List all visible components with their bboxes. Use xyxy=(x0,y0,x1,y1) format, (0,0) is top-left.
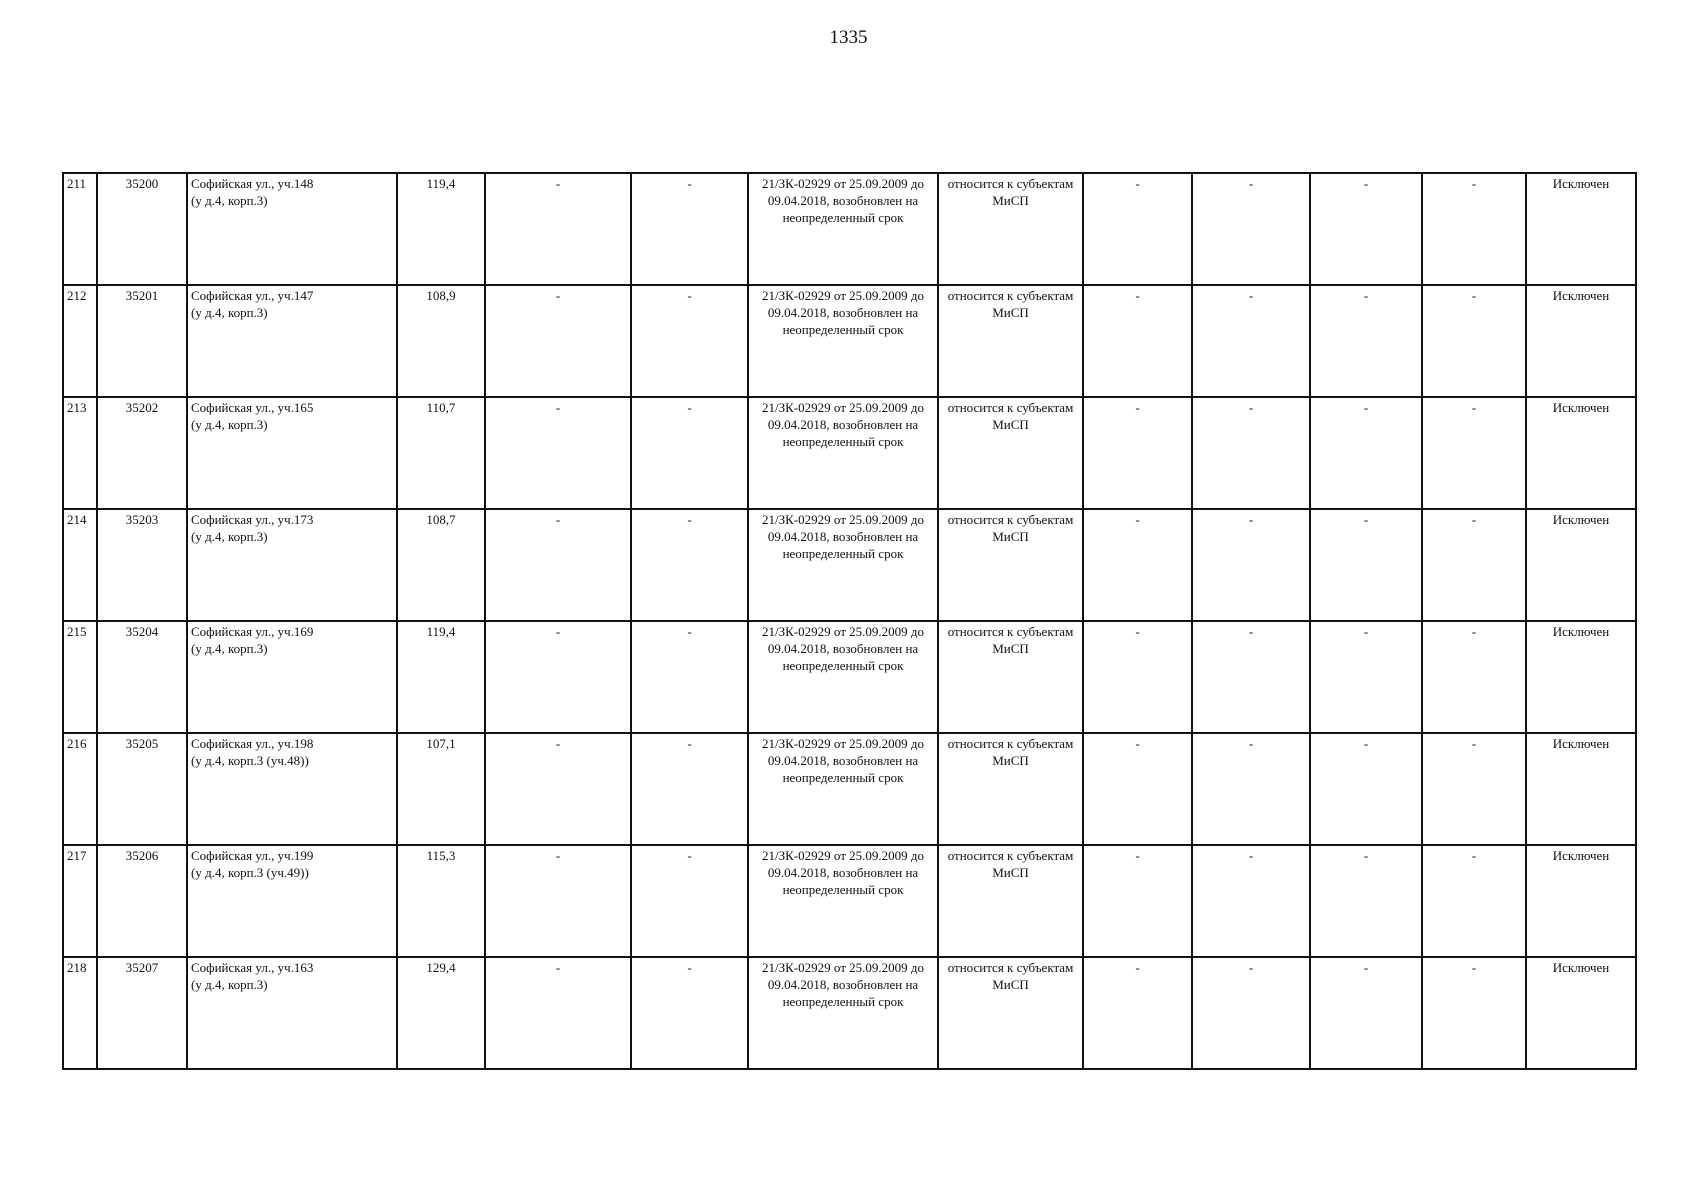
area-cell: 108,9 xyxy=(397,285,485,397)
dash-cell-5: - xyxy=(485,621,631,733)
dash-cell-5: - xyxy=(485,509,631,621)
category-cell: относится к субъектам МиСП xyxy=(938,173,1083,285)
row-number-cell: 211 xyxy=(63,173,97,285)
dash-cell-12: - xyxy=(1422,173,1526,285)
address-line: Софийская ул., уч.169 xyxy=(191,624,314,639)
object-code-cell: 35205 xyxy=(97,733,187,845)
dash-cell-10: - xyxy=(1192,957,1310,1069)
dash-cell-10: - xyxy=(1192,285,1310,397)
address-cell xyxy=(187,845,397,957)
dash-cell-11: - xyxy=(1310,845,1422,957)
area-cell: 129,4 xyxy=(397,957,485,1069)
address-line: Софийская ул., уч.147 xyxy=(191,288,314,303)
contract-cell: 21/ЗК-02929 от 25.09.2009 до 09.04.2018, возобновлен на неопределенный срок xyxy=(748,285,938,397)
dash-cell-11: - xyxy=(1310,957,1422,1069)
dash-cell-6: - xyxy=(631,397,748,509)
page-number: 1335 xyxy=(829,27,868,48)
status-cell: Исключен xyxy=(1526,285,1636,397)
status-cell: Исключен xyxy=(1526,397,1636,509)
status-cell: Исключен xyxy=(1526,957,1636,1069)
table-row xyxy=(63,733,1636,845)
dash-cell-11: - xyxy=(1310,509,1422,621)
address-line: Софийская ул., уч.198 xyxy=(191,736,314,751)
status-cell: Исключен xyxy=(1526,845,1636,957)
dash-cell-11: - xyxy=(1310,621,1422,733)
dash-cell-10: - xyxy=(1192,397,1310,509)
address-line: Софийская ул., уч.173 xyxy=(191,512,314,527)
address-landmark: (у д.4, корп.3) xyxy=(191,305,268,320)
object-code-cell: 35203 xyxy=(97,509,187,621)
registry-table-body xyxy=(63,173,1636,1069)
dash-cell-12: - xyxy=(1422,509,1526,621)
area-cell: 108,7 xyxy=(397,509,485,621)
address-cell xyxy=(187,397,397,509)
registry-table xyxy=(62,172,1637,1070)
dash-cell-5: - xyxy=(485,957,631,1069)
dash-cell-5: - xyxy=(485,397,631,509)
object-code-cell: 35200 xyxy=(97,173,187,285)
row-number-cell: 218 xyxy=(63,957,97,1069)
dash-cell-5: - xyxy=(485,173,631,285)
dash-cell-11: - xyxy=(1310,733,1422,845)
dash-cell-9: - xyxy=(1083,845,1192,957)
category-cell: относится к субъектам МиСП xyxy=(938,845,1083,957)
address-line: Софийская ул., уч.163 xyxy=(191,960,314,975)
dash-cell-9: - xyxy=(1083,173,1192,285)
address-landmark: (у д.4, корп.3) xyxy=(191,417,268,432)
dash-cell-6: - xyxy=(631,173,748,285)
area-cell: 119,4 xyxy=(397,173,485,285)
dash-cell-11: - xyxy=(1310,397,1422,509)
area-cell: 115,3 xyxy=(397,845,485,957)
dash-cell-5: - xyxy=(485,733,631,845)
dash-cell-12: - xyxy=(1422,733,1526,845)
dash-cell-12: - xyxy=(1422,957,1526,1069)
category-cell: относится к субъектам МиСП xyxy=(938,397,1083,509)
object-code-cell: 35202 xyxy=(97,397,187,509)
dash-cell-9: - xyxy=(1083,733,1192,845)
address-line: Софийская ул., уч.199 xyxy=(191,848,314,863)
contract-cell: 21/ЗК-02929 от 25.09.2009 до 09.04.2018, возобновлен на неопределенный срок xyxy=(748,509,938,621)
dash-cell-10: - xyxy=(1192,621,1310,733)
category-cell: относится к субъектам МиСП xyxy=(938,957,1083,1069)
dash-cell-5: - xyxy=(485,285,631,397)
status-cell: Исключен xyxy=(1526,733,1636,845)
row-number-cell: 215 xyxy=(63,621,97,733)
address-landmark: (у д.4, корп.3 (уч.49)) xyxy=(191,865,309,880)
dash-cell-10: - xyxy=(1192,173,1310,285)
address-landmark: (у д.4, корп.3) xyxy=(191,641,268,656)
status-cell: Исключен xyxy=(1526,509,1636,621)
object-code-cell: 35204 xyxy=(97,621,187,733)
area-cell: 107,1 xyxy=(397,733,485,845)
dash-cell-11: - xyxy=(1310,285,1422,397)
table-row xyxy=(63,285,1636,397)
address-cell xyxy=(187,173,397,285)
contract-cell: 21/ЗК-02929 от 25.09.2009 до 09.04.2018, возобновлен на неопределенный срок xyxy=(748,957,938,1069)
dash-cell-9: - xyxy=(1083,957,1192,1069)
category-cell: относится к субъектам МиСП xyxy=(938,509,1083,621)
dash-cell-9: - xyxy=(1083,397,1192,509)
area-cell: 119,4 xyxy=(397,621,485,733)
contract-cell: 21/ЗК-02929 от 25.09.2009 до 09.04.2018, возобновлен на неопределенный срок xyxy=(748,733,938,845)
contract-cell: 21/ЗК-02929 от 25.09.2009 до 09.04.2018, возобновлен на неопределенный срок xyxy=(748,173,938,285)
dash-cell-9: - xyxy=(1083,509,1192,621)
address-landmark: (у д.4, корп.3) xyxy=(191,529,268,544)
address-cell xyxy=(187,285,397,397)
dash-cell-12: - xyxy=(1422,285,1526,397)
address-cell xyxy=(187,621,397,733)
dash-cell-6: - xyxy=(631,845,748,957)
row-number-cell: 212 xyxy=(63,285,97,397)
table-row xyxy=(63,957,1636,1069)
object-code-cell: 35207 xyxy=(97,957,187,1069)
category-cell: относится к субъектам МиСП xyxy=(938,285,1083,397)
dash-cell-6: - xyxy=(631,733,748,845)
address-line: Софийская ул., уч.148 xyxy=(191,176,314,191)
table-row xyxy=(63,621,1636,733)
object-code-cell: 35201 xyxy=(97,285,187,397)
address-landmark: (у д.4, корп.3) xyxy=(191,977,268,992)
row-number-cell: 213 xyxy=(63,397,97,509)
address-cell xyxy=(187,733,397,845)
table-row xyxy=(63,173,1636,285)
dash-cell-10: - xyxy=(1192,509,1310,621)
dash-cell-9: - xyxy=(1083,285,1192,397)
row-number-cell: 216 xyxy=(63,733,97,845)
category-cell: относится к субъектам МиСП xyxy=(938,621,1083,733)
row-number-cell: 217 xyxy=(63,845,97,957)
dash-cell-6: - xyxy=(631,621,748,733)
area-cell: 110,7 xyxy=(397,397,485,509)
contract-cell: 21/ЗК-02929 от 25.09.2009 до 09.04.2018, возобновлен на неопределенный срок xyxy=(748,397,938,509)
address-line: Софийская ул., уч.165 xyxy=(191,400,314,415)
dash-cell-6: - xyxy=(631,509,748,621)
category-cell: относится к субъектам МиСП xyxy=(938,733,1083,845)
table-row xyxy=(63,397,1636,509)
table-row xyxy=(63,509,1636,621)
dash-cell-12: - xyxy=(1422,621,1526,733)
dash-cell-12: - xyxy=(1422,397,1526,509)
status-cell: Исключен xyxy=(1526,621,1636,733)
table-row xyxy=(63,845,1636,957)
row-number-cell: 214 xyxy=(63,509,97,621)
status-cell: Исключен xyxy=(1526,173,1636,285)
dash-cell-10: - xyxy=(1192,845,1310,957)
contract-cell: 21/ЗК-02929 от 25.09.2009 до 09.04.2018, возобновлен на неопределенный срок xyxy=(748,621,938,733)
address-cell xyxy=(187,957,397,1069)
address-cell xyxy=(187,509,397,621)
address-landmark: (у д.4, корп.3) xyxy=(191,193,268,208)
dash-cell-6: - xyxy=(631,285,748,397)
dash-cell-5: - xyxy=(485,845,631,957)
dash-cell-10: - xyxy=(1192,733,1310,845)
address-landmark: (у д.4, корп.3 (уч.48)) xyxy=(191,753,309,768)
dash-cell-11: - xyxy=(1310,173,1422,285)
contract-cell: 21/ЗК-02929 от 25.09.2009 до 09.04.2018, возобновлен на неопределенный срок xyxy=(748,845,938,957)
object-code-cell: 35206 xyxy=(97,845,187,957)
dash-cell-9: - xyxy=(1083,621,1192,733)
dash-cell-6: - xyxy=(631,957,748,1069)
dash-cell-12: - xyxy=(1422,845,1526,957)
